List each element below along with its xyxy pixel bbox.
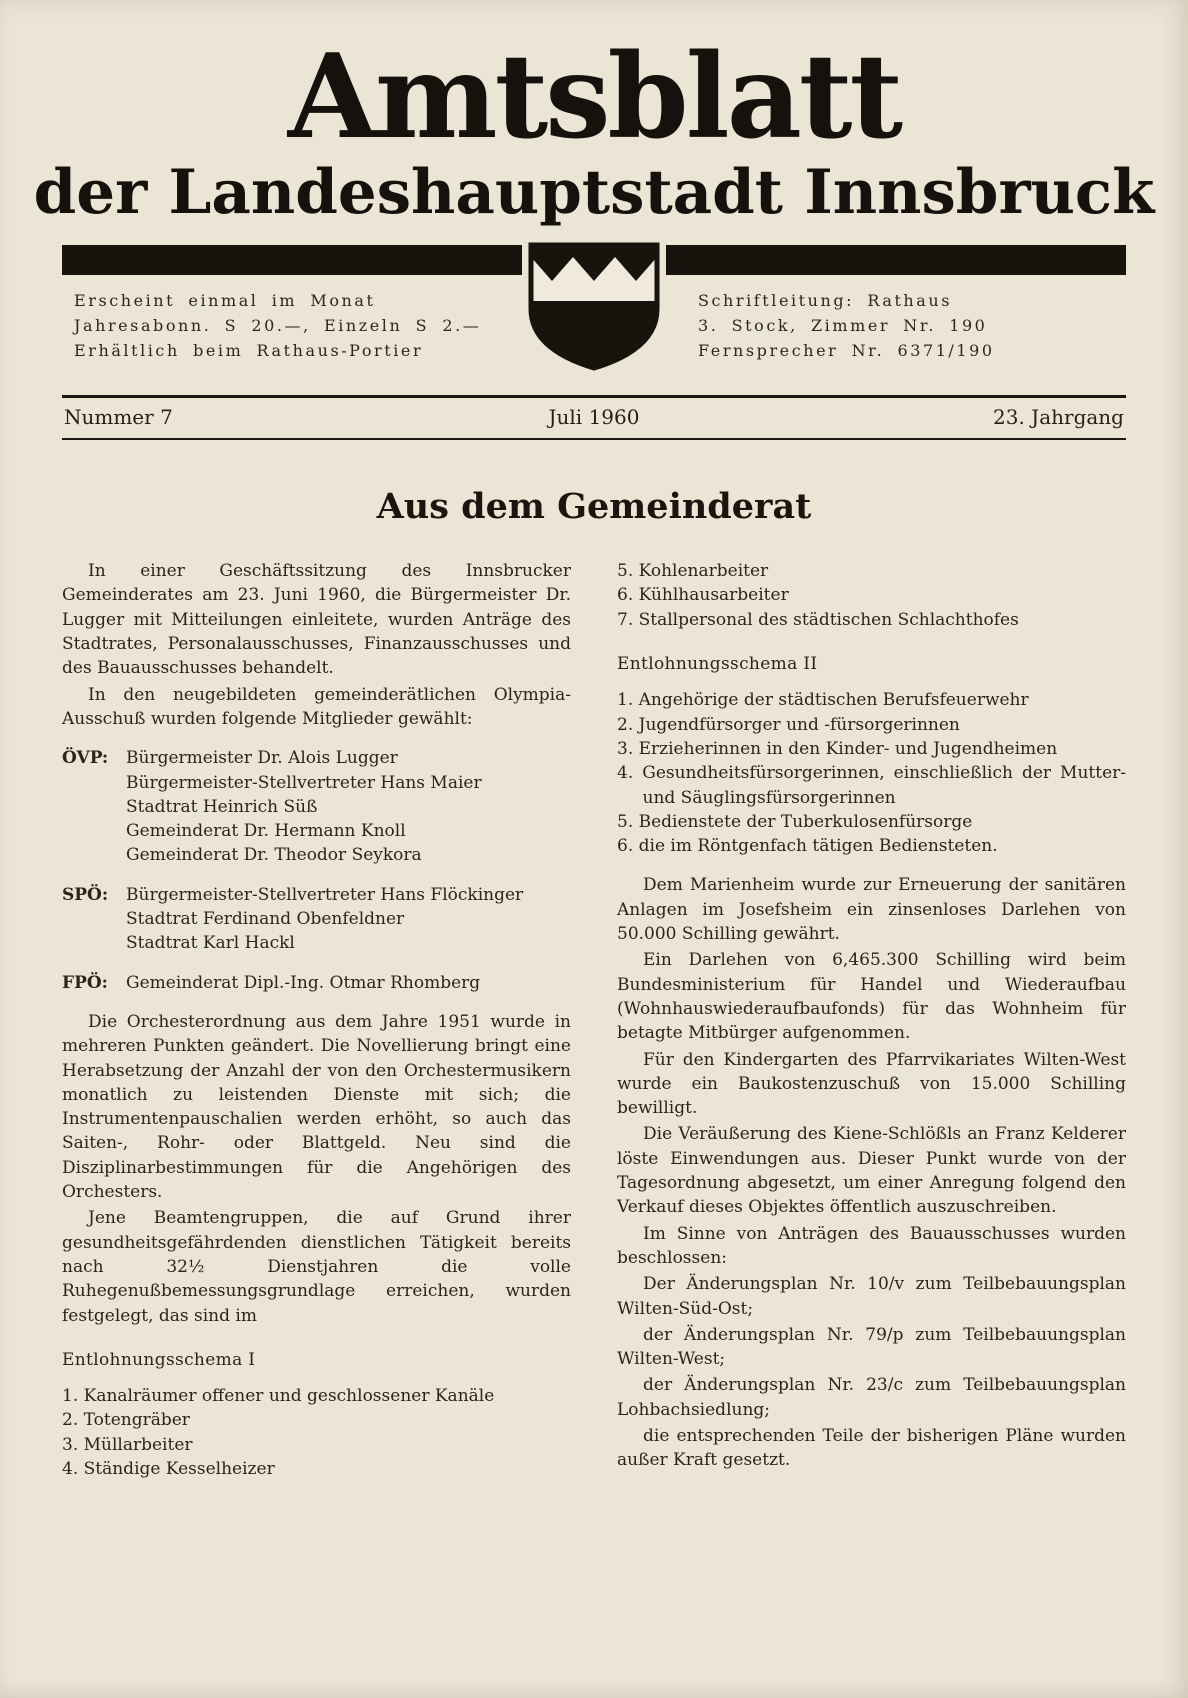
paragraph-plan: der Änderungsplan Nr. 79/p zum Teilbebauungsplan Wilten-West; [617, 1324, 1126, 1370]
masthead-title: Amtsblatt [287, 29, 901, 165]
paragraph-olympia: In den neugebildeten gemeinderätlichen Olympia-Ausschuß wurden folgende Mitglieder gewählt: [62, 684, 571, 729]
list-item: 6. die im Röntgenfach tätigen Bediensteten. [617, 836, 998, 857]
issue-date: Juli 1960 [548, 405, 640, 430]
party-label-spo: SPÖ: [62, 884, 109, 905]
right-column [617, 559, 1126, 1481]
list-item: 7. Stallpersonal des städtischen Schlachthofes [617, 609, 1019, 630]
pub-frequency: Erscheint einmal im Monat [74, 291, 376, 311]
party-member: Stadtrat Ferdinand Obenfeldner [126, 909, 405, 930]
paragraph-marienheim: Dem Marienheim wurde zur Erneuerung der sanitären Anlagen im Josefsheim ein zinsenloses Darlehen von 50.000 Schilling gewährt. [617, 875, 1126, 945]
publication-info-left [74, 289, 490, 385]
paragraph-kindergarten: Für den Kindergarten des Pfarrvikariates Wilten-West wurde ein Baukostenzuschuß von 15.000 Schilling bewilligt. [617, 1049, 1126, 1119]
pub-availability: Erhältlich beim Rathaus-Portier [74, 340, 424, 360]
pub-office: 3. Stock, Zimmer Nr. 190 [698, 315, 988, 335]
paragraph-plan: Der Änderungsplan Nr. 10/v zum Teilbebauungsplan Wilten-Süd-Ost; [617, 1274, 1126, 1319]
pub-price: Jahresabonn. S 20.—, Einzeln S 2.— [74, 315, 482, 335]
schema2-list [617, 688, 1126, 858]
party-members-fpo [126, 971, 480, 995]
innsbruck-coat-of-arms-icon [519, 237, 669, 377]
list-item: 3. Müllarbeiter [62, 1434, 193, 1455]
publication-info-right [698, 289, 1114, 385]
paragraph-orchester: Die Orchesterordnung aus dem Jahre 1951 wurde in mehreren Punkten geändert. Die Novellierung bringt eine Herabsetzung der Anzahl der von den Orchestermusikern monatlich zu leistenden Dienste mit sich; die Instrumentenpauschalien werden erhöht, so auch das Saiten-, Rohr- oder Blattgeld. Neu sind die Disziplinarbestimmungen für die Angehörigen des Orchesters. [62, 1011, 571, 1203]
list-item: 4. Gesundheitsfürsorgerinnen, einschließlich der Mutter- und Säuglingsfürsorgerinnen [617, 763, 1126, 808]
pub-phone: Fernsprecher Nr. 6371/190 [698, 340, 995, 360]
paragraph-bau-intro: Im Sinne von Anträgen des Bauausschusses wurden beschlossen: [617, 1223, 1126, 1268]
party-member: Gemeinderat Dr. Hermann Knoll [126, 821, 406, 842]
left-column [62, 559, 571, 1481]
party-member: Gemeinderat Dr. Theodor Seykora [126, 845, 422, 866]
list-item: 3. Erzieherinnen in den Kinder- und Jugendheimen [617, 738, 1058, 759]
list-item: 6. Kühlhausarbeiter [617, 585, 789, 606]
party-member: Gemeinderat Dipl.-Ing. Otmar Rhomberg [126, 972, 481, 993]
list-item: 1. Angehörige der städtischen Berufsfeuerwehr [617, 690, 1029, 711]
party-member: Bürgermeister-Stellvertreter Hans Maier [126, 772, 482, 793]
party-member: Stadtrat Heinrich Süß [126, 796, 318, 817]
rule-bottom [62, 438, 1126, 440]
party-label-ovp: ÖVP: [62, 748, 109, 769]
paragraph-intro: In einer Geschäftssitzung des Innsbrucker Gemeinderates am 23. Juni 1960, die Bürgermeister Dr. Lugger mit Mitteilungen einleitete, wurden Anträge des Stadtrates, Personalausschusses, Finanzausschusses und des Bauausschusses behandelt. [62, 561, 571, 679]
party-label-fpo: FPÖ: [62, 972, 108, 993]
pub-editorial: Schriftleitung: Rathaus [698, 291, 953, 311]
issue-line [62, 398, 1126, 438]
paragraph-plan: der Änderungsplan Nr. 23/c zum Teilbebauungsplan Lohbachsiedlung; [617, 1375, 1126, 1420]
paragraph-beamte: Jene Beamtengruppen, die auf Grund ihrer gesundheitsgefährdenden dienstlichen Tätigkeit bereits nach 32½ Dienstjahren die volle Ruhegenußbemessungsgrundlage erreichen, wurden festgelegt, das sind im [62, 1208, 571, 1326]
schema1-heading: Entlohnungsschema I [62, 1349, 256, 1370]
party-block-ovp [62, 746, 571, 867]
schema2-heading: Entlohnungsschema II [617, 654, 818, 675]
masthead [0, 0, 1188, 229]
party-members-spo [126, 883, 523, 956]
party-member: Bürgermeister-Stellvertreter Hans Flöckinger [126, 884, 524, 905]
party-members-ovp [126, 746, 482, 867]
paragraph-plan: die entsprechenden Teile der bisherigen Pläne wurden außer Kraft gesetzt. [617, 1425, 1126, 1471]
article-heading: Aus dem Gemeinderat [376, 486, 812, 528]
list-item: 1. Kanalräumer offener und geschlossener Kanäle [62, 1386, 495, 1407]
schema1-list-continued [617, 559, 1126, 632]
party-block-spo [62, 883, 571, 956]
issue-number: Nummer 7 [64, 405, 173, 430]
issue-volume: 23. Jahrgang [993, 405, 1124, 430]
list-item: 5. Kohlenarbeiter [617, 561, 769, 582]
paragraph-kiene: Die Veräußerung des Kiene-Schlößls an Franz Kelderer löste Einwendungen aus. Dieser Punkt wurde von der Tagesordnung abgesetzt, um einer Anregung folgend den Verkauf dieses Objektes öffentlich auszuschreiben. [617, 1124, 1126, 1218]
list-item: 4. Ständige Kesselheizer [62, 1458, 275, 1479]
list-item: 5. Bedienstete der Tuberkulosenfürsorge [617, 811, 973, 832]
list-item: 2. Jugendfürsorger und -fürsorgerinnen [617, 714, 960, 735]
masthead-bar [62, 245, 1126, 275]
paragraph-darlehen: Ein Darlehen von 6,465.300 Schilling wird beim Bundesministerium für Handel und Wiederaufbau (Wohnhauswiederaufbaufonds) für das Wohnheim für betagte Mitbürger aufgenommen. [617, 950, 1126, 1044]
masthead-subtitle: der Landeshauptstadt Innsbruck [33, 157, 1155, 229]
party-member: Bürgermeister Dr. Alois Lugger [126, 748, 398, 769]
schema1-list [62, 1384, 571, 1481]
party-member: Stadtrat Karl Hackl [126, 933, 295, 954]
list-item: 2. Totengräber [62, 1410, 190, 1431]
party-block-fpo [62, 971, 571, 995]
article-body [62, 559, 1126, 1481]
